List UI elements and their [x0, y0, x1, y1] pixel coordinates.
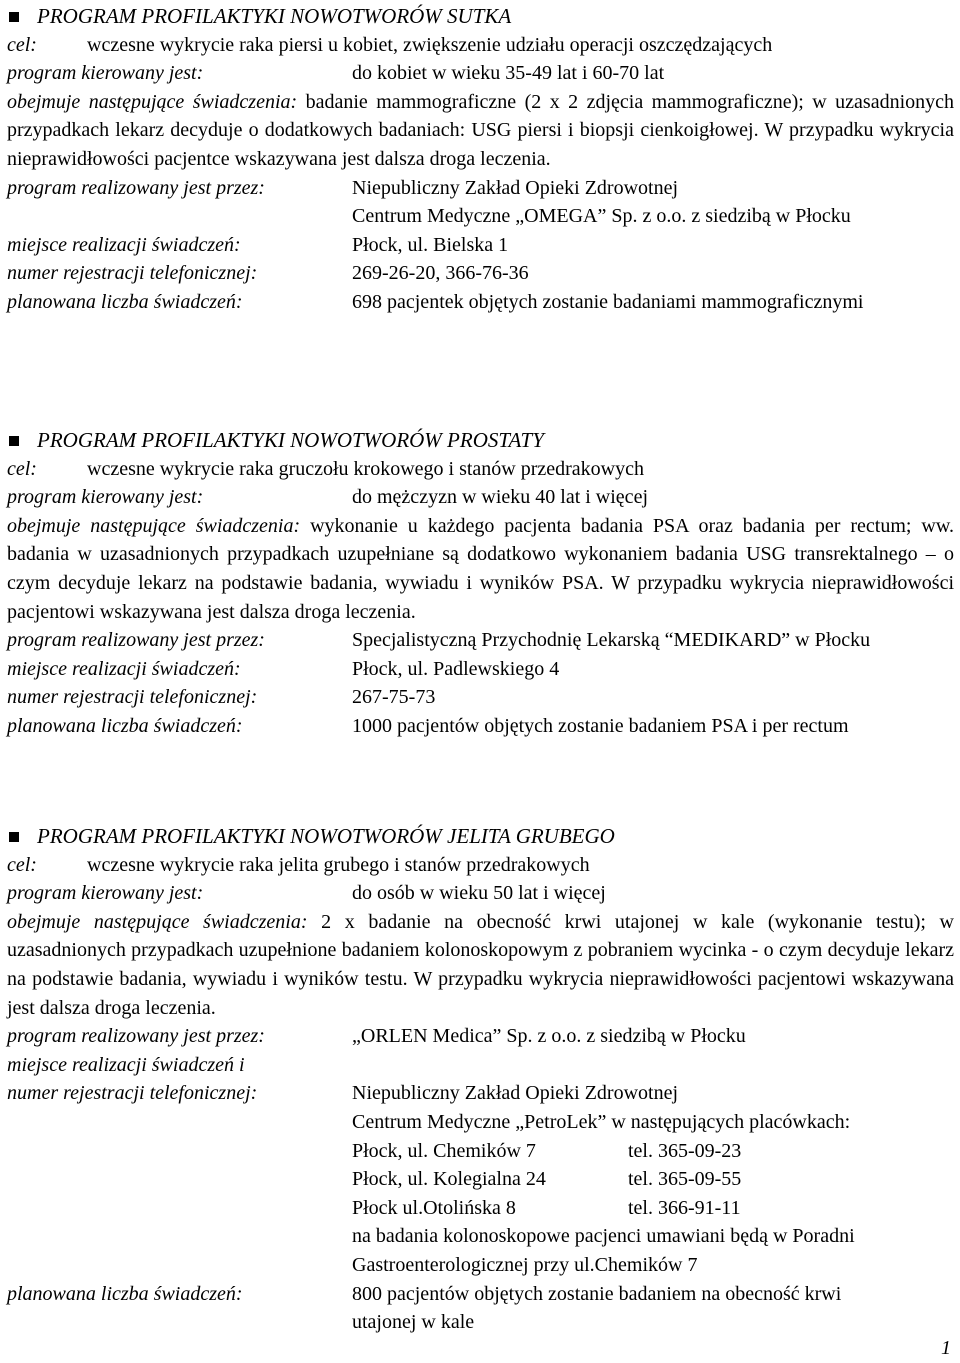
liczba-row [7, 712, 954, 741]
realizowany-row-2 [7, 202, 954, 231]
obejmuje-text: 2 x badanie na obecność krwi utajonej w kale (wykonanie testu); w uzasadnionych przypadkach uzupełnione badaniem kolonoskopowym z pobraniem wycinka - o czym decyduje lekarz na podstawie badania, wywiadu i wyników testu. W przypadku wykrycia nieprawidłowości pacjentowi wskazywana jest dalsza droga leczenia. [7, 910, 955, 1019]
miejsce-label: miejsce realizacji świadczeń i [7, 1053, 245, 1076]
section-title: PROGRAM PROFILAKTYKI NOWOTWORÓW JELITA GRUBEGO [7, 822, 954, 851]
miejsce-label: miejsce realizacji świadczeń: [7, 657, 241, 680]
miejsce-value: Płock, ul. Bielska 1 [352, 233, 509, 256]
liczba-line: utajonej w kale [352, 1311, 475, 1334]
realizowany-value: Specjalistyczną Przychodnię Lekarską “MEDIKARD” w Płocku [352, 629, 871, 652]
liczba-value: 1000 pacjentów objętych zostanie badaniem PSA i per rectum [352, 714, 849, 737]
liczba-line: 800 pacjentów objętych zostanie badaniem na obecność krwi [352, 1282, 842, 1305]
realizowany-line: Niepubliczny Zakład Opieki Zdrowotnej [352, 176, 679, 199]
obejmuje-paragraph [7, 88, 954, 174]
liczba-row [7, 288, 954, 317]
bullet-square-icon [9, 436, 19, 446]
section-title: PROGRAM PROFILAKTYKI NOWOTWORÓW PROSTATY [7, 426, 954, 455]
realizowany-line: Centrum Medyczne „OMEGA” Sp. z o.o. z siedzibą w Płocku [352, 205, 851, 228]
telefon-label: numer rejestracji telefonicznej: [7, 262, 258, 285]
kierowany-label: program kierowany jest: [7, 486, 204, 509]
kierowany-value: do osób w wieku 50 lat i więcej [352, 882, 606, 905]
realizowany-label: program realizowany jest przez: [7, 1025, 265, 1048]
miejsce-value: Płock, ul. Padlewskiego 4 [352, 657, 560, 680]
telefon-row [7, 1079, 954, 1108]
cel-row [7, 31, 954, 60]
zoz-row-2 [7, 1108, 954, 1137]
cel-value: wczesne wykrycie raka piersi u kobiet, zwiększenie udziału operacji oszczędzających [87, 33, 773, 56]
obejmuje-paragraph [7, 512, 954, 626]
placowka-tel: tel. 366-91-11 [628, 1196, 741, 1219]
placowka-row [7, 1194, 954, 1223]
obejmuje-label: obejmuje następujące świadczenia: [7, 514, 301, 537]
telefon-row [7, 683, 954, 712]
obejmuje-text: wykonanie u każdego pacjenta badania PSA oraz badania per rectum; ww. badania w uzasadnionych przypadkach uzupełniane są dodatkowo wykonaniem badania USG transrektalnego – o czym decyduje lekarz na podstawie badania, wywiadu i wyników PSA. W przypadku wykrycia nieprawidłowości pacjentowi wskazywana jest dalsza droga leczenia. [7, 514, 954, 623]
telefon-label: numer rejestracji telefonicznej: [7, 686, 258, 709]
kolonoskopia-row-2 [7, 1251, 954, 1280]
cel-value: wczesne wykrycie raka gruczołu krokowego i stanów przedrakowych [87, 457, 645, 480]
kierowany-value: do kobiet w wieku 35-49 lat i 60-70 lat [352, 62, 665, 85]
section-prostaty [7, 426, 954, 741]
cel-row [7, 455, 954, 484]
realizowany-row [7, 626, 954, 655]
kierowany-row [7, 59, 954, 88]
telefon-value: 267-75-73 [352, 686, 436, 709]
kolonoskopia-row [7, 1222, 954, 1251]
obejmuje-label: obejmuje następujące świadczenia: [7, 90, 298, 113]
placowka-tel: tel. 365-09-55 [628, 1168, 742, 1191]
placowka-row [7, 1137, 954, 1166]
cel-label: cel: [7, 33, 37, 56]
liczba-row-2 [7, 1308, 954, 1337]
placowka-row [7, 1165, 954, 1194]
obejmuje-paragraph [7, 908, 954, 1022]
realizowany-value: „ORLEN Medica” Sp. z o.o. z siedzibą w Płocku [352, 1025, 746, 1048]
telefon-row [7, 259, 954, 288]
realizowany-label: program realizowany jest przez: [7, 629, 265, 652]
cel-row [7, 851, 954, 880]
obejmuje-text: badanie mammograficzne (2 x 2 zdjęcia mammograficzne); w uzasadnionych przypadkach lekarz decyduje o dodatkowych badaniach: USG piersi i biopsji cienkoigłowej. W przypadku wykrycia nieprawidłowości pacjentce wskazywana jest dalsza droga leczenia. [7, 90, 955, 170]
realizowany-label: program realizowany jest przez: [7, 176, 265, 199]
placowka-address: Płock ul.Otolińska 8 [352, 1196, 516, 1219]
section-title: PROGRAM PROFILAKTYKI NOWOTWORÓW SUTKA [7, 2, 954, 31]
section-sutka [7, 2, 954, 317]
liczba-label: planowana liczba świadczeń: [7, 290, 243, 313]
realizowany-row [7, 174, 954, 203]
kierowany-row [7, 483, 954, 512]
placowka-address: Płock, ul. Chemików 7 [352, 1139, 536, 1162]
bullet-square-icon [9, 12, 19, 22]
cel-label: cel: [7, 457, 37, 480]
liczba-row [7, 1280, 954, 1309]
kierowany-label: program kierowany jest: [7, 62, 204, 85]
placowka-tel: tel. 365-09-23 [628, 1139, 742, 1162]
miejsce-row [7, 1051, 954, 1080]
kierowany-label: program kierowany jest: [7, 882, 204, 905]
kolonoskopia-line: na badania kolonoskopowe pacjenci umawiani będą w Poradni [352, 1225, 855, 1248]
realizowany-row [7, 1022, 954, 1051]
placowka-address: Płock, ul. Kolegialna 24 [352, 1168, 546, 1191]
section-jelita-grubego [7, 822, 954, 1337]
miejsce-row [7, 655, 954, 684]
telefon-value: 269-26-20, 366-76-36 [352, 262, 529, 285]
liczba-label: planowana liczba świadczeń: [7, 714, 243, 737]
obejmuje-label: obejmuje następujące świadczenia: [7, 910, 308, 933]
zoz-line: Niepubliczny Zakład Opieki Zdrowotnej [352, 1082, 679, 1105]
miejsce-label: miejsce realizacji świadczeń: [7, 233, 241, 256]
kolonoskopia-line: Gastroenterologicznej przy ul.Chemików 7 [352, 1253, 698, 1276]
page-number: 1 [941, 1337, 951, 1359]
cel-value: wczesne wykrycie raka jelita grubego i stanów przedrakowych [87, 853, 590, 876]
cel-label: cel: [7, 853, 37, 876]
liczba-label: planowana liczba świadczeń: [7, 1282, 243, 1305]
kierowany-value: do mężczyzn w wieku 40 lat i więcej [352, 486, 648, 509]
zoz-line: Centrum Medyczne „PetroLek” w następujących placówkach: [352, 1110, 851, 1133]
bullet-square-icon [9, 832, 19, 842]
telefon-label: numer rejestracji telefonicznej: [7, 1082, 258, 1105]
miejsce-row [7, 231, 954, 260]
kierowany-row [7, 879, 954, 908]
liczba-value: 698 pacjentek objętych zostanie badaniami mammograficznymi [352, 290, 864, 313]
